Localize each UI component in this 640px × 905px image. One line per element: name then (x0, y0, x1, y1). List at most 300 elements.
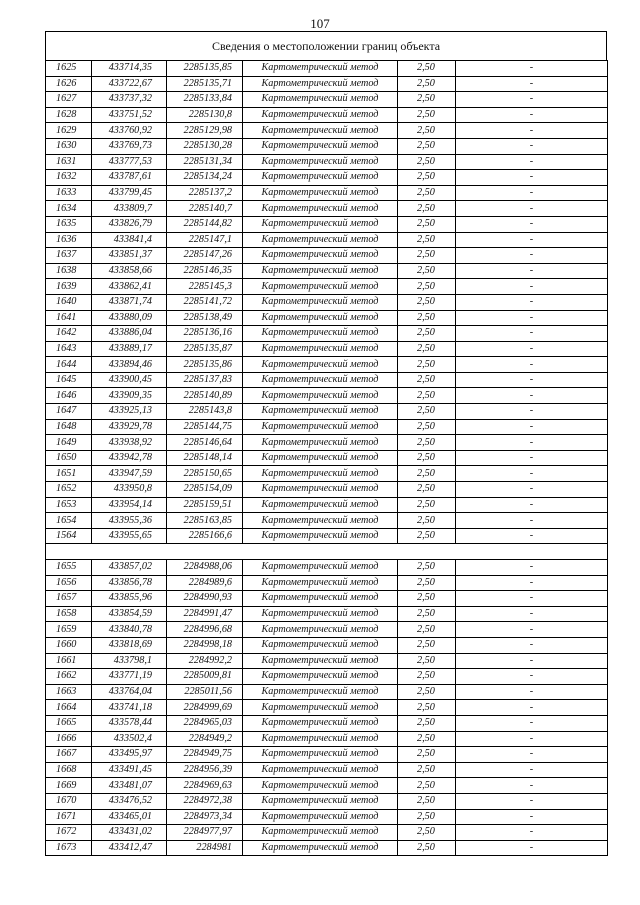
note-cell: - (456, 637, 608, 653)
point-number-cell: 1645 (46, 372, 92, 388)
accuracy-cell: 2,50 (398, 294, 456, 310)
method-cell: Картометрический метод (243, 591, 398, 607)
method-cell: Картометрический метод (243, 138, 398, 154)
method-cell: Картометрический метод (243, 263, 398, 279)
table-row (46, 450, 608, 466)
accuracy-cell: 2,50 (398, 669, 456, 685)
note-cell: - (456, 326, 608, 342)
accuracy-cell: 2,50 (398, 76, 456, 92)
coord-x-cell: 433495,97 (92, 747, 167, 763)
coordinates-table (45, 60, 608, 856)
note-cell: - (456, 497, 608, 513)
coord-x-cell: 433871,74 (92, 294, 167, 310)
method-cell: Картометрический метод (243, 715, 398, 731)
coord-y-cell: 2285131,34 (167, 154, 243, 170)
method-cell: Картометрический метод (243, 575, 398, 591)
table-row (46, 76, 608, 92)
accuracy-cell: 2,50 (398, 326, 456, 342)
coord-x-cell: 433491,45 (92, 762, 167, 778)
note-cell: - (456, 669, 608, 685)
accuracy-cell: 2,50 (398, 92, 456, 108)
coord-y-cell: 2285144,75 (167, 419, 243, 435)
coord-y-cell: 2284956,39 (167, 762, 243, 778)
coord-y-cell: 2285150,65 (167, 466, 243, 482)
point-number-cell: 1657 (46, 591, 92, 607)
method-cell: Картометрический метод (243, 825, 398, 841)
method-cell: Картометрический метод (243, 61, 398, 77)
method-cell: Картометрический метод (243, 419, 398, 435)
table-row (46, 248, 608, 264)
accuracy-cell: 2,50 (398, 466, 456, 482)
method-cell: Картометрический метод (243, 700, 398, 716)
table-row (46, 731, 608, 747)
coord-y-cell: 2285009,81 (167, 669, 243, 685)
note-cell: - (456, 715, 608, 731)
point-number-cell: 1673 (46, 840, 92, 856)
note-cell: - (456, 123, 608, 139)
coord-y-cell: 2285137,2 (167, 185, 243, 201)
coord-y-cell: 2285148,14 (167, 450, 243, 466)
method-cell: Картометрический метод (243, 341, 398, 357)
method-cell: Картометрический метод (243, 762, 398, 778)
coord-y-cell: 2284999,69 (167, 700, 243, 716)
table-row (46, 840, 608, 856)
method-cell: Картометрический метод (243, 606, 398, 622)
accuracy-cell: 2,50 (398, 310, 456, 326)
note-cell: - (456, 185, 608, 201)
point-number-cell: 1651 (46, 466, 92, 482)
accuracy-cell: 2,50 (398, 731, 456, 747)
coord-y-cell: 2284991,47 (167, 606, 243, 622)
accuracy-cell: 2,50 (398, 279, 456, 295)
table-row (46, 747, 608, 763)
note-cell: - (456, 248, 608, 264)
method-cell: Картометрический метод (243, 497, 398, 513)
coord-y-cell: 2285146,35 (167, 263, 243, 279)
accuracy-cell: 2,50 (398, 591, 456, 607)
coord-x-cell: 433476,52 (92, 793, 167, 809)
note-cell: - (456, 622, 608, 638)
accuracy-cell: 2,50 (398, 809, 456, 825)
table-row (46, 606, 608, 622)
coord-x-cell: 433412,47 (92, 840, 167, 856)
method-cell: Картометрический метод (243, 326, 398, 342)
note-cell: - (456, 61, 608, 77)
accuracy-cell: 2,50 (398, 497, 456, 513)
coord-y-cell: 2285129,98 (167, 123, 243, 139)
coord-y-cell: 2285135,87 (167, 341, 243, 357)
accuracy-cell: 2,50 (398, 185, 456, 201)
coord-x-cell: 433481,07 (92, 778, 167, 794)
point-number-cell: 1632 (46, 170, 92, 186)
coord-x-cell: 433769,73 (92, 138, 167, 154)
method-cell: Картометрический метод (243, 76, 398, 92)
note-cell: - (456, 560, 608, 576)
coord-y-cell: 2284992,2 (167, 653, 243, 669)
note-cell: - (456, 700, 608, 716)
method-cell: Картометрический метод (243, 450, 398, 466)
method-cell: Картометрический метод (243, 279, 398, 295)
accuracy-cell: 2,50 (398, 107, 456, 123)
coord-x-cell: 433938,92 (92, 435, 167, 451)
coord-y-cell: 2284973,34 (167, 809, 243, 825)
point-number-cell: 1633 (46, 185, 92, 201)
accuracy-cell: 2,50 (398, 341, 456, 357)
coord-x-cell: 433854,59 (92, 606, 167, 622)
method-cell: Картометрический метод (243, 388, 398, 404)
accuracy-cell: 2,50 (398, 513, 456, 529)
coord-x-cell: 433771,19 (92, 669, 167, 685)
table-row (46, 388, 608, 404)
coord-x-cell: 433737,32 (92, 92, 167, 108)
coord-x-cell: 433856,78 (92, 575, 167, 591)
point-number-cell: 1664 (46, 700, 92, 716)
point-number-cell: 1652 (46, 482, 92, 498)
method-cell: Картометрический метод (243, 310, 398, 326)
note-cell: - (456, 778, 608, 794)
method-cell: Картометрический метод (243, 840, 398, 856)
point-number-cell: 1644 (46, 357, 92, 373)
coord-y-cell: 2285140,89 (167, 388, 243, 404)
coord-y-cell: 2285136,16 (167, 326, 243, 342)
coord-x-cell: 433929,78 (92, 419, 167, 435)
method-cell: Картометрический метод (243, 123, 398, 139)
table-row (46, 825, 608, 841)
note-cell: - (456, 793, 608, 809)
coord-y-cell: 2285134,24 (167, 170, 243, 186)
coord-y-cell: 2285137,83 (167, 372, 243, 388)
table-row (46, 216, 608, 232)
point-number-cell: 1638 (46, 263, 92, 279)
point-number-cell: 1564 (46, 528, 92, 544)
point-number-cell: 1658 (46, 606, 92, 622)
table-row (46, 575, 608, 591)
accuracy-cell: 2,50 (398, 216, 456, 232)
coord-x-cell: 433798,1 (92, 653, 167, 669)
method-cell: Картометрический метод (243, 731, 398, 747)
method-cell: Картометрический метод (243, 809, 398, 825)
table-row (46, 107, 608, 123)
accuracy-cell: 2,50 (398, 762, 456, 778)
accuracy-cell: 2,50 (398, 606, 456, 622)
coord-x-cell: 433777,53 (92, 154, 167, 170)
method-cell: Картометрический метод (243, 622, 398, 638)
note-cell: - (456, 653, 608, 669)
accuracy-cell: 2,50 (398, 372, 456, 388)
table-row (46, 762, 608, 778)
note-cell: - (456, 809, 608, 825)
point-number-cell: 1628 (46, 107, 92, 123)
table-row (46, 482, 608, 498)
coord-y-cell: 2284977,97 (167, 825, 243, 841)
coord-y-cell: 2285154,09 (167, 482, 243, 498)
point-number-cell: 1642 (46, 326, 92, 342)
accuracy-cell: 2,50 (398, 575, 456, 591)
coord-x-cell: 433826,79 (92, 216, 167, 232)
coord-x-cell: 433955,65 (92, 528, 167, 544)
coord-x-cell: 433760,92 (92, 123, 167, 139)
coord-y-cell: 2285138,49 (167, 310, 243, 326)
coord-x-cell: 433942,78 (92, 450, 167, 466)
point-number-cell: 1666 (46, 731, 92, 747)
accuracy-cell: 2,50 (398, 123, 456, 139)
note-cell: - (456, 747, 608, 763)
coord-x-cell: 433886,04 (92, 326, 167, 342)
accuracy-cell: 2,50 (398, 419, 456, 435)
coord-y-cell: 2285159,51 (167, 497, 243, 513)
point-number-cell: 1654 (46, 513, 92, 529)
accuracy-cell: 2,50 (398, 637, 456, 653)
coord-x-cell: 433851,37 (92, 248, 167, 264)
coord-x-cell: 433925,13 (92, 404, 167, 420)
coord-y-cell: 2285140,7 (167, 201, 243, 217)
accuracy-cell: 2,50 (398, 653, 456, 669)
accuracy-cell: 2,50 (398, 154, 456, 170)
point-number-cell: 1647 (46, 404, 92, 420)
table-row (46, 528, 608, 544)
method-cell: Картометрический метод (243, 513, 398, 529)
method-cell: Картометрический метод (243, 372, 398, 388)
note-cell: - (456, 107, 608, 123)
coord-x-cell: 433862,41 (92, 279, 167, 295)
coord-x-cell: 433855,96 (92, 591, 167, 607)
note-cell: - (456, 731, 608, 747)
table-title: Сведения о местоположении границ объекта (45, 31, 607, 60)
note-cell: - (456, 263, 608, 279)
coord-y-cell: 2284998,18 (167, 637, 243, 653)
note-cell: - (456, 279, 608, 295)
coord-y-cell: 2285147,1 (167, 232, 243, 248)
accuracy-cell: 2,50 (398, 622, 456, 638)
method-cell: Картометрический метод (243, 637, 398, 653)
point-number-cell: 1656 (46, 575, 92, 591)
note-cell: - (456, 482, 608, 498)
table-row (46, 294, 608, 310)
coord-y-cell: 2284988,06 (167, 560, 243, 576)
coord-x-cell: 433751,52 (92, 107, 167, 123)
note-cell: - (456, 216, 608, 232)
table-row (46, 497, 608, 513)
method-cell: Картометрический метод (243, 170, 398, 186)
coord-y-cell: 2284969,63 (167, 778, 243, 794)
note-cell: - (456, 92, 608, 108)
table-row (46, 154, 608, 170)
method-cell: Картометрический метод (243, 232, 398, 248)
accuracy-cell: 2,50 (398, 528, 456, 544)
coord-y-cell: 2285135,71 (167, 76, 243, 92)
coord-y-cell: 2284949,2 (167, 731, 243, 747)
note-cell: - (456, 138, 608, 154)
accuracy-cell: 2,50 (398, 263, 456, 279)
method-cell: Картометрический метод (243, 107, 398, 123)
coord-y-cell: 2285133,84 (167, 92, 243, 108)
table-row (46, 669, 608, 685)
method-cell: Картометрический метод (243, 684, 398, 700)
coord-x-cell: 433809,7 (92, 201, 167, 217)
table-row (46, 279, 608, 295)
coord-y-cell: 2285143,8 (167, 404, 243, 420)
point-number-cell: 1649 (46, 435, 92, 451)
coord-y-cell: 2284965,03 (167, 715, 243, 731)
method-cell: Картометрический метод (243, 793, 398, 809)
table-row (46, 513, 608, 529)
table-row (46, 466, 608, 482)
table-row (46, 560, 608, 576)
coord-x-cell: 433955,36 (92, 513, 167, 529)
method-cell: Картометрический метод (243, 294, 398, 310)
accuracy-cell: 2,50 (398, 747, 456, 763)
coord-y-cell: 2284990,93 (167, 591, 243, 607)
method-cell: Картометрический метод (243, 466, 398, 482)
note-cell: - (456, 606, 608, 622)
accuracy-cell: 2,50 (398, 232, 456, 248)
point-number-cell: 1640 (46, 294, 92, 310)
point-number-cell: 1626 (46, 76, 92, 92)
method-cell: Картометрический метод (243, 154, 398, 170)
table-row (46, 185, 608, 201)
coord-x-cell: 433799,45 (92, 185, 167, 201)
table-row (46, 263, 608, 279)
accuracy-cell: 2,50 (398, 482, 456, 498)
note-cell: - (456, 201, 608, 217)
point-number-cell: 1663 (46, 684, 92, 700)
method-cell: Картометрический метод (243, 185, 398, 201)
table-row (46, 809, 608, 825)
coord-x-cell: 433894,46 (92, 357, 167, 373)
table-row (46, 778, 608, 794)
note-cell: - (456, 684, 608, 700)
coord-y-cell: 2285145,3 (167, 279, 243, 295)
accuracy-cell: 2,50 (398, 201, 456, 217)
coord-y-cell: 2284989,6 (167, 575, 243, 591)
note-cell: - (456, 294, 608, 310)
table-row (46, 201, 608, 217)
point-number-cell: 1648 (46, 419, 92, 435)
table-row (46, 170, 608, 186)
coord-x-cell: 433947,59 (92, 466, 167, 482)
coord-y-cell: 2284981 (167, 840, 243, 856)
point-number-cell: 1660 (46, 637, 92, 653)
point-number-cell: 1662 (46, 669, 92, 685)
point-number-cell: 1672 (46, 825, 92, 841)
point-number-cell: 1630 (46, 138, 92, 154)
coord-y-cell: 2285135,85 (167, 61, 243, 77)
coord-y-cell: 2285011,56 (167, 684, 243, 700)
point-number-cell: 1639 (46, 279, 92, 295)
note-cell: - (456, 575, 608, 591)
point-number-cell: 1634 (46, 201, 92, 217)
table-row (46, 653, 608, 669)
accuracy-cell: 2,50 (398, 840, 456, 856)
note-cell: - (456, 419, 608, 435)
table-row (46, 435, 608, 451)
accuracy-cell: 2,50 (398, 61, 456, 77)
method-cell: Картометрический метод (243, 216, 398, 232)
table-row (46, 372, 608, 388)
method-cell: Картометрический метод (243, 92, 398, 108)
accuracy-cell: 2,50 (398, 435, 456, 451)
note-cell: - (456, 513, 608, 529)
group-separator-cell (46, 544, 608, 560)
table-row (46, 684, 608, 700)
table-row (46, 326, 608, 342)
method-cell: Картометрический метод (243, 201, 398, 217)
point-number-cell: 1637 (46, 248, 92, 264)
coord-y-cell: 2285130,28 (167, 138, 243, 154)
table-row (46, 232, 608, 248)
note-cell: - (456, 388, 608, 404)
table-row (46, 622, 608, 638)
method-cell: Картометрический метод (243, 435, 398, 451)
coord-x-cell: 433858,66 (92, 263, 167, 279)
table-row (46, 92, 608, 108)
coord-y-cell: 2285166,6 (167, 528, 243, 544)
coord-y-cell: 2284972,38 (167, 793, 243, 809)
point-number-cell: 1653 (46, 497, 92, 513)
point-number-cell: 1659 (46, 622, 92, 638)
coord-x-cell: 433578,44 (92, 715, 167, 731)
table-row (46, 357, 608, 373)
coord-x-cell: 433502,4 (92, 731, 167, 747)
accuracy-cell: 2,50 (398, 560, 456, 576)
coord-x-cell: 433431,02 (92, 825, 167, 841)
table-row (46, 793, 608, 809)
coord-y-cell: 2284996,68 (167, 622, 243, 638)
note-cell: - (456, 762, 608, 778)
coord-y-cell: 2285147,26 (167, 248, 243, 264)
coord-x-cell: 433840,78 (92, 622, 167, 638)
note-cell: - (456, 466, 608, 482)
method-cell: Картометрический метод (243, 357, 398, 373)
table-row (46, 404, 608, 420)
coord-x-cell: 433909,35 (92, 388, 167, 404)
note-cell: - (456, 357, 608, 373)
coord-x-cell: 433954,14 (92, 497, 167, 513)
coord-x-cell: 433857,02 (92, 560, 167, 576)
accuracy-cell: 2,50 (398, 700, 456, 716)
accuracy-cell: 2,50 (398, 248, 456, 264)
group-separator-row (46, 544, 608, 560)
accuracy-cell: 2,50 (398, 170, 456, 186)
note-cell: - (456, 372, 608, 388)
table-row (46, 123, 608, 139)
note-cell: - (456, 825, 608, 841)
point-number-cell: 1629 (46, 123, 92, 139)
point-number-cell: 1661 (46, 653, 92, 669)
method-cell: Картометрический метод (243, 248, 398, 264)
table-row (46, 138, 608, 154)
coord-x-cell: 433714,35 (92, 61, 167, 77)
point-number-cell: 1625 (46, 61, 92, 77)
point-number-cell: 1643 (46, 341, 92, 357)
coord-y-cell: 2285135,86 (167, 357, 243, 373)
table-row (46, 310, 608, 326)
table-row (46, 700, 608, 716)
point-number-cell: 1641 (46, 310, 92, 326)
coord-x-cell: 433841,4 (92, 232, 167, 248)
coord-y-cell: 2285144,82 (167, 216, 243, 232)
table-row (46, 341, 608, 357)
point-number-cell: 1627 (46, 92, 92, 108)
note-cell: - (456, 591, 608, 607)
accuracy-cell: 2,50 (398, 684, 456, 700)
method-cell: Картометрический метод (243, 747, 398, 763)
method-cell: Картометрический метод (243, 669, 398, 685)
coord-x-cell: 433787,61 (92, 170, 167, 186)
coord-x-cell: 433900,45 (92, 372, 167, 388)
accuracy-cell: 2,50 (398, 138, 456, 154)
point-number-cell: 1668 (46, 762, 92, 778)
